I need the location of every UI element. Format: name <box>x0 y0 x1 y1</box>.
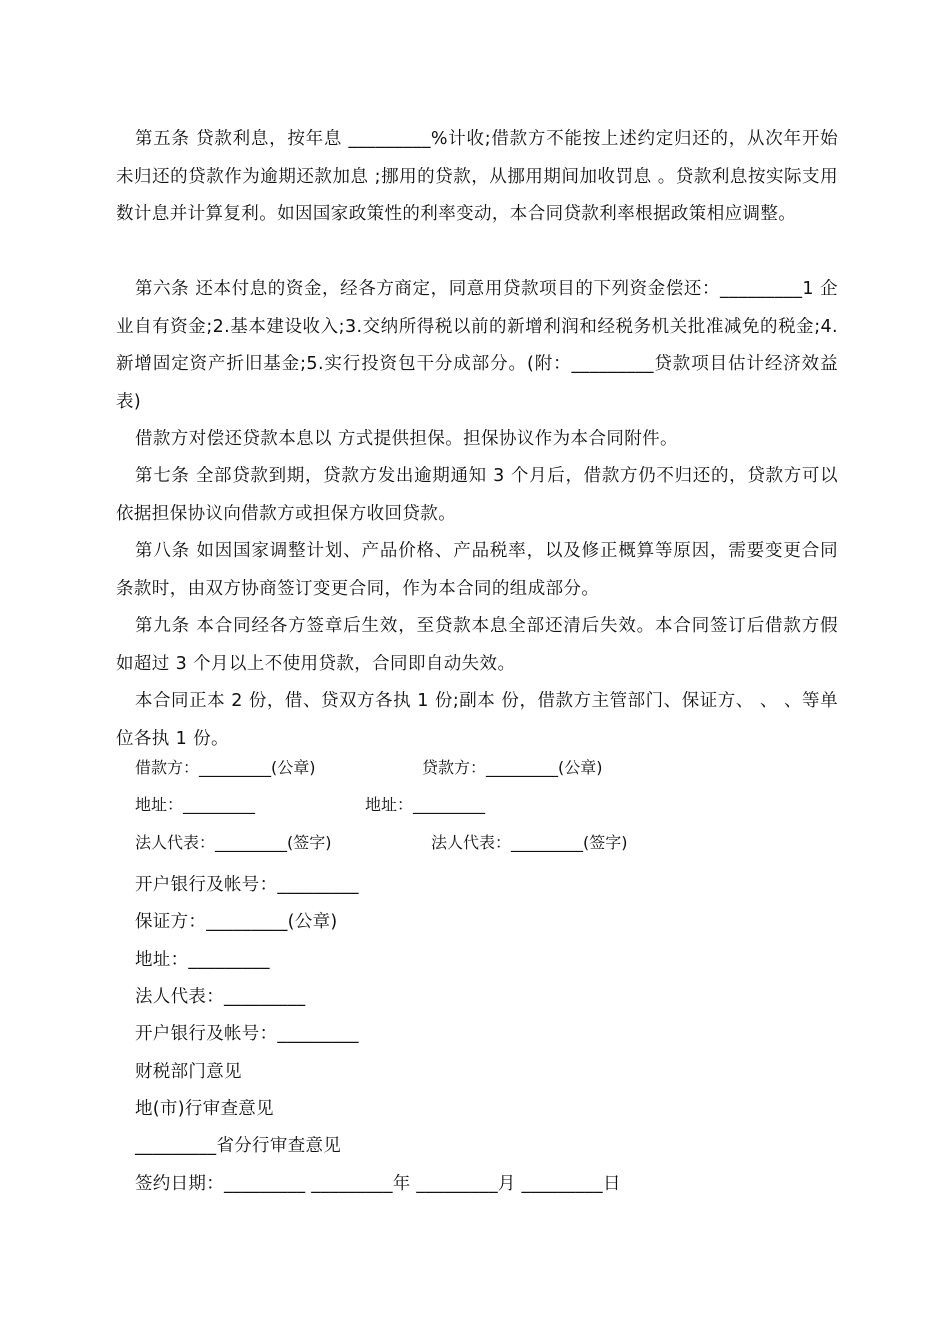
clause-7: 第七条 全部贷款到期，贷款方发出逾期通知 3 个月后，借款方仍不归还的，贷款方可以依据担保协议向借款方或担保方收回贷款。 <box>116 466 838 524</box>
guarantor-representative: 法人代表：_________ <box>135 987 306 1007</box>
guarantee-clause: 借款方对偿还贷款本息以 方式提供担保。担保协议作为本合同附件。 <box>135 429 678 449</box>
lender-seal: 贷款方：_________(公章) <box>422 758 603 777</box>
guarantor-bank-account: 开户银行及帐号：_________ <box>135 1024 359 1044</box>
borrower-representative: 法人代表：_________(签字) <box>135 833 332 852</box>
borrower-lender-row <box>135 755 835 793</box>
borrower-seal: 借款方：_________(公章) <box>135 758 316 777</box>
finance-department-opinion: 财税部门意见 <box>135 1062 242 1082</box>
clause-9: 第九条 本合同经各方签章后生效，至贷款本息全部还清后失效。本合同签订后借款方假如超过 3 个月以上不使用贷款，合同即自动失效。 <box>116 616 838 674</box>
clause-6: 第六条 还本付息的资金，经各方商定，同意用贷款项目的下列资金偿还：_________1 企业自有资金;2.基本建设收入;3.交纳所得税以前的新增利润和经税务机关批准减免的税金;4.新增固定资产折旧基金;5.实行投资包干分成部分。(附：_________贷款项目估计经济效益表) <box>116 279 838 412</box>
province-bank-opinion: _________省分行审查意见 <box>135 1136 342 1156</box>
clause-5: 第五条 贷款利息，按年息 _________%计收;借款方不能按上述约定归还的，从次年开始未归还的贷款作为逾期还款加息 ;挪用的贷款，从挪用期间加收罚息 。贷款利息按实际支用数计息并计算复利。如因国家政策性的利率变动，本合同贷款利率根据政策相应调整。 <box>116 129 838 224</box>
lender-representative: 法人代表：_________(签字) <box>431 833 628 852</box>
clause-8: 第八条 如因国家调整计划、产品价格、产品税率，以及修正概算等原因，需要变更合同条款时，由双方协商签订变更合同，作为本合同的组成部分。 <box>116 541 838 599</box>
copies-clause: 本合同正本 2 份，借、贷双方各执 1 份;副本 份，借款方主管部门、保证方、 、 、等单位各执 1 份。 <box>116 691 838 749</box>
address-row <box>135 792 835 830</box>
signing-date: 签约日期：_________ _________年 _________月 _________日 <box>135 1174 621 1194</box>
lender-address: 地址：_________ <box>365 795 486 814</box>
city-bank-opinion: 地(市)行审查意见 <box>135 1099 274 1119</box>
borrower-bank-account: 开户银行及帐号：_________ <box>135 875 359 895</box>
guarantor-address: 地址：_________ <box>135 950 270 970</box>
guarantor-seal: 保证方：_________(公章) <box>135 912 338 932</box>
borrower-address: 地址：_________ <box>135 795 256 814</box>
representative-row <box>135 830 835 868</box>
